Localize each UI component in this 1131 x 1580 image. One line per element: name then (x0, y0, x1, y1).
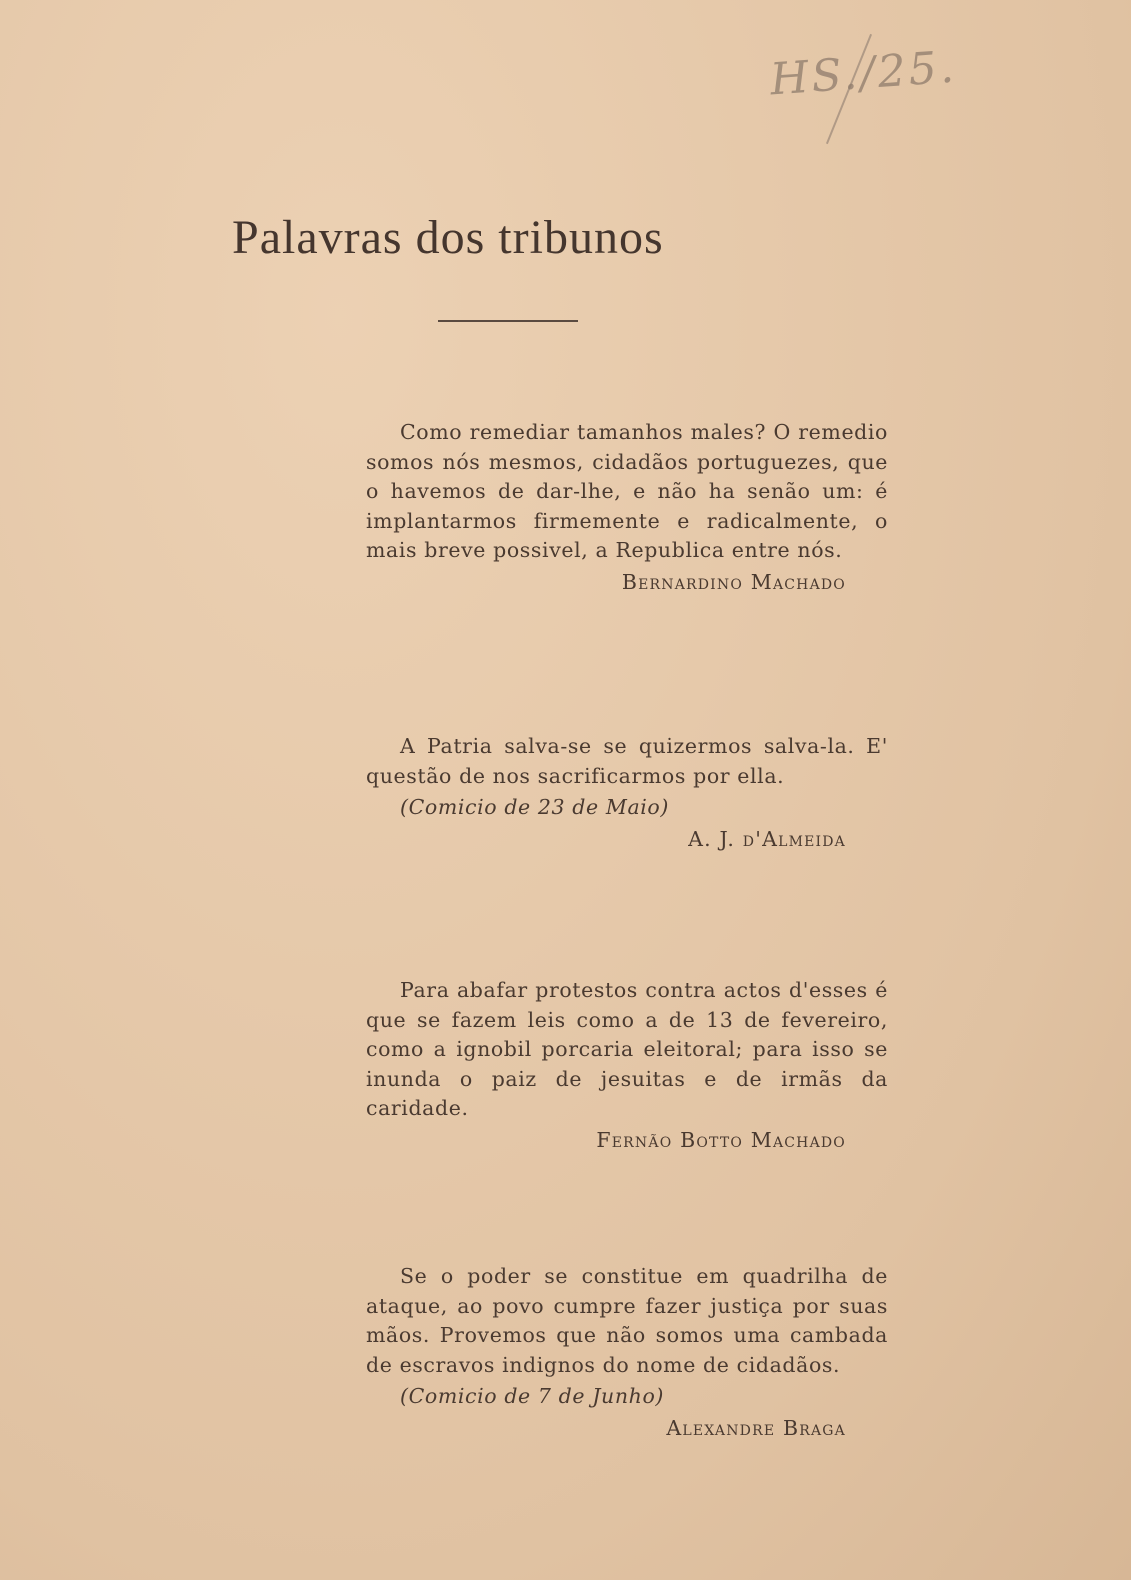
quote-1 (366, 418, 888, 597)
title-divider (438, 320, 578, 322)
quote-author: A. J. d'Almeida (688, 827, 846, 851)
quote-text: Para abafar protestos contra actos d'esses é que se fazem leis como a de 13 de fevereiro, como a ignobil porcaria eleitoral; para isso se inunda o paiz de jesuitas e de irmãs da caridade. (366, 978, 888, 1120)
quote-meeting: (Comicio de 7 de Junho) (400, 1384, 664, 1408)
quote-4 (366, 1262, 888, 1444)
quote-author: Fernão Botto Machado (596, 1127, 846, 1152)
quote-3 (366, 976, 888, 1155)
quote-author: Alexandre Braga (666, 1416, 846, 1440)
quote-2 (366, 732, 888, 855)
quote-text: A Patria salva-se se quizermos salva-la. E' questão de nos sacrificarmos por ella. (366, 734, 888, 788)
quote-text: Se o poder se constitue em quadrilha de ataque, ao povo cumpre fazer justiça por suas mãos. Provemos que não somos uma cambada de escravos indignos do nome de cidadãos. (366, 1264, 888, 1377)
handwritten-catalog-number: HS./25. (768, 41, 959, 106)
quote-author: Bernardino Machado (621, 569, 846, 594)
page-title: Palavras dos tribunos (232, 211, 664, 264)
quote-meeting: (Comicio de 23 de Maio) (400, 795, 669, 819)
quote-text: Como remediar tamanhos males? O remedio somos nós mesmos, cidadãos portuguezes, que o havemos de dar-lhe, e não ha senão um: é implantarmos firmemente e radicalmente, o mais breve possivel, a Republica entre nós. (366, 420, 888, 562)
